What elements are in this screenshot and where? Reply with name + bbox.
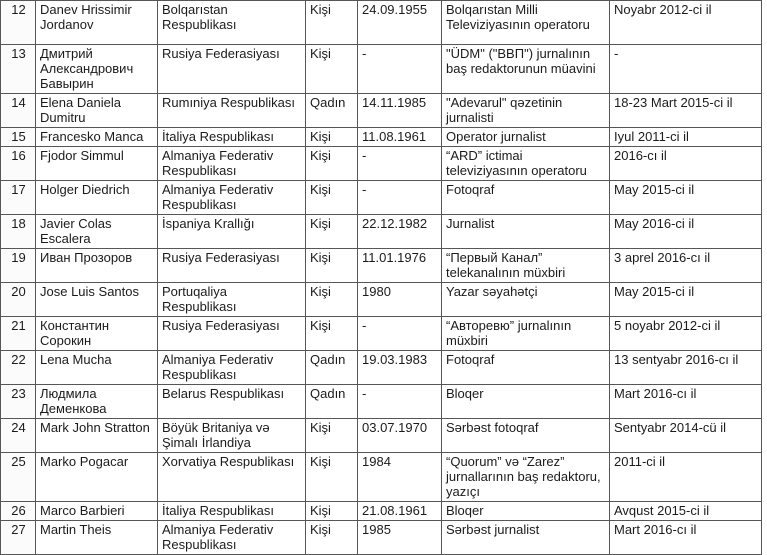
cell-period: Iyul 2011-ci il [610,128,762,147]
cell-no: 21 [1,317,36,351]
cell-name: Mark John Stratton [36,419,158,453]
cell-gender: Kişi [306,1,358,45]
cell-occupation: Operator jurnalist [442,128,610,147]
cell-gender: Kişi [306,419,358,453]
cell-period: 5 noyabr 2012-ci il [610,317,762,351]
cell-birth-date: 14.11.1985 [358,94,442,128]
cell-occupation: “Авторевю” jurnalının müxbiri [442,317,610,351]
cell-name: Danev Hrissimir Jordanov [36,1,158,45]
cell-birth-date: 1985 [358,521,442,555]
table-row [1,1,762,45]
cell-gender: Kişi [306,283,358,317]
table-row [1,128,762,147]
cell-name: Дмитрий Александрович Бавырин [36,45,158,94]
cell-country: Belarus Respublikası [158,385,306,419]
cell-birth-date: 19.03.1983 [358,351,442,385]
table-row [1,385,762,419]
cell-period: 2016-cı il [610,147,762,181]
cell-no: 14 [1,94,36,128]
cell-birth-date: - [358,385,442,419]
cell-birth-date: 03.07.1970 [358,419,442,453]
cell-occupation: Yazar səyahətçi [442,283,610,317]
cell-name: Marco Barbieri [36,502,158,521]
cell-no: 24 [1,419,36,453]
cell-period: 13 sentyabr 2016-cı il [610,351,762,385]
table-row [1,317,762,351]
cell-birth-date: 11.08.1961 [358,128,442,147]
cell-no: 13 [1,45,36,94]
cell-gender: Qadın [306,94,358,128]
table-row [1,521,762,555]
cell-occupation: Sərbəst jurnalist [442,521,610,555]
cell-gender: Kişi [306,215,358,249]
cell-occupation: “Первый Канал” telekanalının müxbiri [442,249,610,283]
cell-occupation: Bloqer [442,385,610,419]
cell-name: Константин Сорокин [36,317,158,351]
cell-birth-date: - [358,147,442,181]
cell-no: 23 [1,385,36,419]
cell-gender: Kişi [306,249,358,283]
cell-name: Lena Mucha [36,351,158,385]
cell-no: 27 [1,521,36,555]
cell-occupation: Sərbəst fotoqraf [442,419,610,453]
table-row [1,147,762,181]
cell-occupation: “ARD” ictimai televiziyasının operatoru [442,147,610,181]
cell-birth-date: - [358,45,442,94]
cell-birth-date: 1984 [358,453,442,502]
cell-country: Bolqarıstan Respublikası [158,1,306,45]
cell-gender: Kişi [306,147,358,181]
cell-no: 26 [1,502,36,521]
cell-no: 22 [1,351,36,385]
cell-country: Almaniya Federativ Respublikası [158,351,306,385]
cell-gender: Kişi [306,181,358,215]
cell-name: Francesko Manca [36,128,158,147]
cell-no: 20 [1,283,36,317]
cell-country: İspaniya Krallığı [158,215,306,249]
cell-country: İtaliya Respublikası [158,502,306,521]
cell-birth-date: - [358,317,442,351]
cell-no: 12 [1,1,36,45]
cell-period: 2011-ci il [610,453,762,502]
cell-country: Almaniya Federativ Respublikası [158,181,306,215]
cell-occupation: Fotoqraf [442,181,610,215]
table-row [1,502,762,521]
cell-gender: Kişi [306,502,358,521]
cell-country: Rusiya Federasiyası [158,45,306,94]
cell-gender: Kişi [306,45,358,94]
cell-name: Marko Pogacar [36,453,158,502]
cell-country: Almaniya Federativ Respublikası [158,521,306,555]
cell-period: Avqust 2015-ci il [610,502,762,521]
cell-period: 18-23 Mart 2015-ci il [610,94,762,128]
cell-name: Javier Colas Escalera [36,215,158,249]
cell-country: Almaniya Federativ Respublikası [158,147,306,181]
table-row [1,45,762,94]
cell-period: Sentyabr 2014-cü il [610,419,762,453]
table-row [1,94,762,128]
cell-occupation: “Quorum” və “Zarez” jurnallarının baş redaktoru, yazıçı [442,453,610,502]
table-row [1,181,762,215]
cell-period: May 2015-ci il [610,181,762,215]
cell-country: Rusiya Federasiyası [158,249,306,283]
cell-country: Böyük Britaniya və Şimalı İrlandiya [158,419,306,453]
cell-gender: Qadın [306,351,358,385]
cell-country: Rumıniya Respublikası [158,94,306,128]
cell-birth-date: - [358,181,442,215]
cell-name: Holger Diedrich [36,181,158,215]
cell-period: Mart 2016-cı il [610,385,762,419]
cell-no: 16 [1,147,36,181]
cell-name: Martin Theis [36,521,158,555]
cell-occupation: Bolqarıstan Milli Televiziyasının operatoru [442,1,610,45]
cell-period: 3 aprel 2016-cı il [610,249,762,283]
cell-birth-date: 21.08.1961 [358,502,442,521]
cell-country: Rusiya Federasiyası [158,317,306,351]
cell-gender: Kişi [306,453,358,502]
cell-gender: Qadın [306,385,358,419]
cell-period: - [610,45,762,94]
cell-no: 19 [1,249,36,283]
cell-occupation: "Adevarul" qəzetinin jurnalisti [442,94,610,128]
cell-gender: Kişi [306,128,358,147]
cell-gender: Kişi [306,521,358,555]
table-row [1,453,762,502]
cell-birth-date: 1980 [358,283,442,317]
table-row [1,283,762,317]
table-row [1,351,762,385]
table-row [1,419,762,453]
cell-country: Portuqaliya Respublikası [158,283,306,317]
table-row [1,215,762,249]
cell-occupation: "ÜDM" ("ВВП") jurnalının baş redaktorunun müavini [442,45,610,94]
cell-no: 25 [1,453,36,502]
cell-occupation: Fotoqraf [442,351,610,385]
cell-name: Fjodor Simmul [36,147,158,181]
cell-no: 18 [1,215,36,249]
cell-name: Elena Daniela Dumitru [36,94,158,128]
cell-birth-date: 22.12.1982 [358,215,442,249]
cell-name: Иван Прозоров [36,249,158,283]
cell-name: Людмила Деменкова [36,385,158,419]
cell-no: 15 [1,128,36,147]
cell-period: Mart 2016-cı il [610,521,762,555]
cell-birth-date: 11.01.1976 [358,249,442,283]
cell-country: Xorvatiya Respublikası [158,453,306,502]
cell-period: Noyabr 2012-ci il [610,1,762,45]
cell-no: 17 [1,181,36,215]
table-row [1,249,762,283]
cell-period: May 2016-ci il [610,215,762,249]
cell-country: İtaliya Respublikası [158,128,306,147]
cell-period: May 2015-ci il [610,283,762,317]
cell-name: Jose Luis Santos [36,283,158,317]
cell-birth-date: 24.09.1955 [358,1,442,45]
cell-occupation: Jurnalist [442,215,610,249]
cell-occupation: Bloqer [442,502,610,521]
cell-gender: Kişi [306,317,358,351]
